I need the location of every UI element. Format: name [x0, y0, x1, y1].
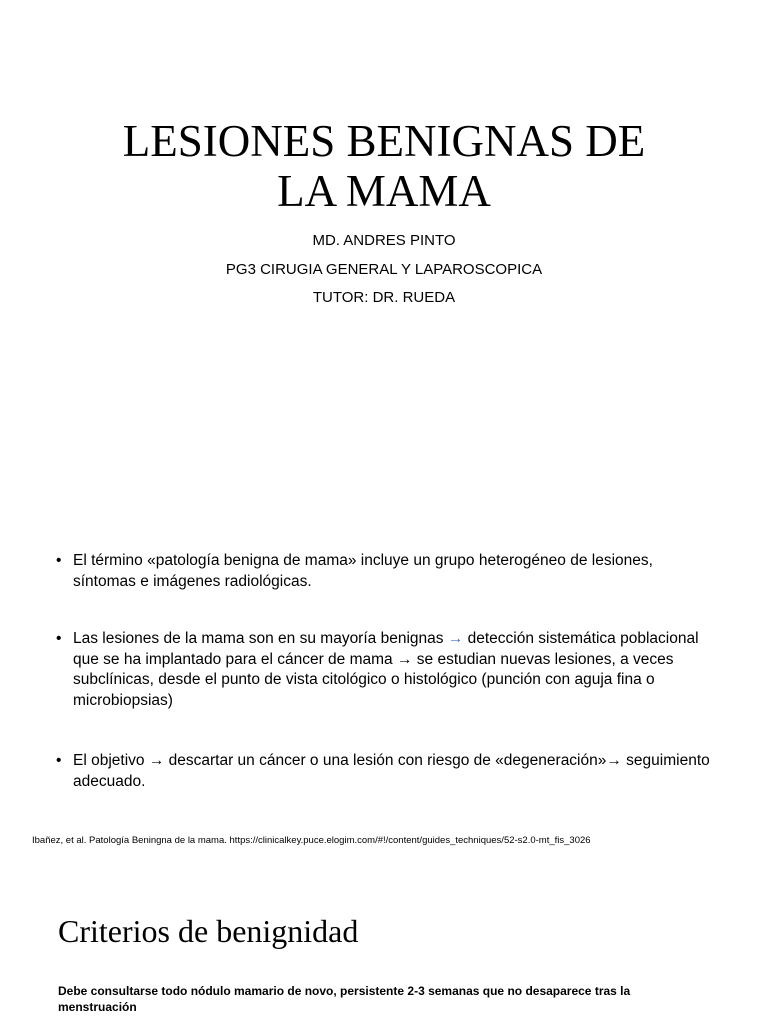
- reference-citation: Ibañez, et al. Patología Beningna de la mama. https://clinicalkey.puce.elogim.com/#!/content/guides_techniques/52-s2.0-mt_fis_3026: [32, 835, 591, 846]
- bullet-text: El término «patología benigna de mama» incluye un grupo heterogéneo de lesiones, síntomas e imágenes radiológicas.: [73, 552, 653, 590]
- bullet-item: [56, 629, 716, 711]
- bullet-item: [56, 751, 716, 792]
- slide-title-line-1: LESIONES BENIGNAS DE: [122, 116, 646, 166]
- section-body-text: Debe consultarse todo nódulo mamario de novo, persistente 2-3 semanas que no desaparece tras la menstruación: [58, 984, 631, 1014]
- arrow-right-icon: →: [447, 630, 464, 647]
- bullet-list: [56, 551, 716, 792]
- section-title: Criterios de benignidad: [58, 913, 359, 949]
- author-name: MD. ANDRES PINTO: [312, 232, 456, 249]
- author-program: PG3 CIRUGIA GENERAL Y LAPAROSCOPICA: [225, 261, 543, 278]
- slide-title: [0, 116, 768, 216]
- bullet-marker: •: [56, 630, 62, 647]
- bullet-text: El objetivo → descartar un cáncer o una lesión con riesgo de «degeneración»→ seguimiento adecuado.: [73, 752, 710, 790]
- bullet-text-end: detección sistemática poblacional que se ha implantado para el cáncer de mama → se estudian nuevas lesiones, a veces subclínicas, desde el punto de vista citológico o histológico (punción con aguja fina o microbiopsias): [73, 630, 699, 709]
- bullet-item: [56, 551, 716, 592]
- bullet-text-start: Las lesiones de la mama son en su mayoría benignas: [73, 630, 448, 647]
- bullet-marker: •: [56, 752, 62, 769]
- bullet-marker: •: [56, 552, 62, 569]
- tutor-name: TUTOR: DR. RUEDA: [312, 289, 456, 306]
- slide-title-line-2: LA MAMA: [277, 166, 491, 216]
